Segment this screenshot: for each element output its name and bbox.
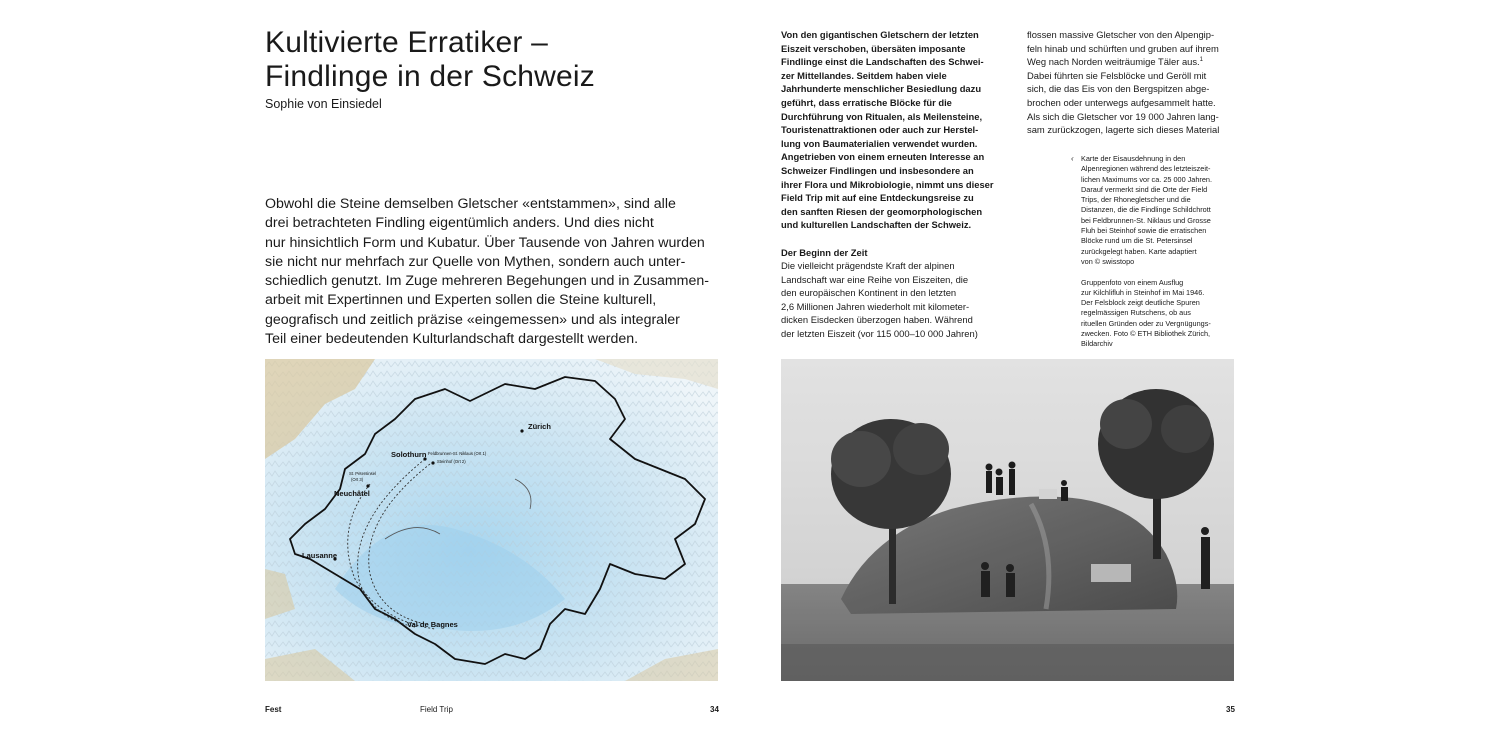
intro-line: zer Mittellandes. Seitdem haben viele: [781, 69, 947, 81]
text-column-1: [781, 28, 1001, 341]
caption-line: Gruppenfoto von einem Ausflug: [1081, 277, 1184, 287]
place-dot: [431, 461, 434, 464]
body-line: sam zurückzogen, lagerte sich dieses Material: [1027, 124, 1220, 136]
caption-line: Fluh bei Steinhof sowie die erratischen: [1081, 226, 1207, 236]
body-line: der letzten Eiszeit (vor 115 000–10 000 Jahren): [781, 328, 978, 340]
map-caption: [1081, 154, 1236, 267]
lead-line: arbeit mit Expertinnen und Experten sollen die Steine kulturell,: [265, 292, 657, 309]
map-label-neuchatel: Neuchâtel: [334, 489, 370, 498]
map-label-ort-3: (Ort 3): [351, 477, 364, 482]
map-label-val-de-bagnes: Val de Bagnes: [407, 620, 458, 629]
intro-line: lung von Baumaterialien verwendet wurden.: [781, 137, 978, 149]
photo-graphic: [781, 359, 1234, 681]
caption-line: zur Kilchlifluh in Steinhof im Mai 1946.: [1081, 287, 1205, 297]
map-label-feldbrunnen: Feldbrunnen-St. Niklaus (Ort 1): [428, 451, 487, 456]
caption-arrow-icon: ‹: [1071, 154, 1074, 163]
lead-line: Obwohl die Steine demselben Gletscher «entstammen», sind alle: [265, 196, 676, 212]
body-line: sich, die das Eis von den Bergspitzen abge-: [1027, 83, 1210, 95]
intro-line: Von den gigantischen Gletschern der letzten: [781, 29, 979, 40]
image-captions: [1071, 154, 1236, 350]
footnote-mark[interactable]: 1: [1199, 57, 1204, 64]
intro-line: Angetrieben von einem erneuten Interesse an: [781, 151, 985, 163]
lead-line: geografisch und zeitlich präzise «eingemessen» und als integraler: [265, 311, 680, 328]
intro-line: Durchführung von Ritualen, als Meilensteine,: [781, 110, 983, 122]
body-line-with-footnote: [1027, 55, 1242, 69]
caption-line: Der Felsblock zeigt deutliche Spuren: [1081, 298, 1200, 308]
body-line: 2,6 Millionen Jahren wiederholt mit kilometer-: [781, 300, 970, 312]
caption-line: rituellen Gründen oder zu Vergnügungs-: [1081, 318, 1211, 328]
caption-line: Karte der Eisausdehnung in den: [1081, 154, 1186, 163]
body-line: Landschaft war eine Reihe von Eiszeiten, die: [781, 273, 969, 285]
map-label-steinhof: Steinhof (Ort 2): [437, 459, 466, 464]
map-label-zurich: Zürich: [528, 422, 551, 431]
place-dot: [366, 484, 369, 487]
intro-line: Field Trip mit auf eine Entdeckungsreise zu: [781, 192, 974, 204]
intro-line: ihrer Flora und Mikrobiologie, nimmt uns dieser: [781, 178, 994, 190]
article-title: [265, 26, 725, 94]
title-line-2: Findlinge in der Schweiz: [265, 60, 595, 93]
map-label-lausanne: Lausanne: [302, 551, 338, 560]
body-line: feln hinab und schürften und gruben auf ihrem: [1027, 42, 1219, 54]
footer-magazine: Fest: [265, 705, 282, 714]
body-line: flossen massive Gletscher von den Alpengip-: [1027, 29, 1215, 40]
place-dot: [520, 429, 523, 432]
intro-line: geführt, dass erratische Blöcke für die: [781, 96, 952, 108]
intro-line: den sanften Riesen der geomorphologischen: [781, 205, 983, 217]
section-heading: Der Beginn der Zeit: [781, 246, 868, 258]
footer-section: Field Trip: [420, 705, 453, 714]
intro-line: Findlinge einst die Landschaften des Schwei-: [781, 56, 984, 68]
caption-line: Trips, der Rhonegletscher und die: [1081, 195, 1191, 205]
map-label-st-petersinsel: St. Petersinsel: [349, 471, 376, 476]
caption-line: Alpenregionen während des letzteiszeit-: [1081, 164, 1211, 174]
caption-line: Distanzen, die die Findlinge Schildchrott: [1081, 205, 1211, 215]
body-line: Als sich die Gletscher vor 19 000 Jahren lang-: [1027, 110, 1219, 122]
body-line: Die vielleicht prägendste Kraft der alpinen: [781, 260, 955, 272]
intro-line: Jahrhunderte menschlicher Besiedlung dazu: [781, 83, 982, 95]
page-number-left: 34: [710, 705, 719, 714]
caption-line: Blöcke rund um die St. Petersinsel: [1081, 236, 1193, 246]
photo-caption: [1081, 278, 1236, 350]
intro-line: Schweizer Findlingen und insbesondere an: [781, 164, 974, 176]
intro-line: und kulturellen Landschaften der Schweiz.: [781, 219, 972, 231]
map-label-solothurn: Solothurn: [391, 450, 427, 459]
lead-paragraph: [265, 195, 725, 349]
title-line-1: Kultivierte Erratiker –: [265, 26, 549, 59]
map-graphic: [265, 359, 718, 681]
intro-paragraph: [781, 28, 1001, 232]
body-line: den europäischen Kontinent in den letzten: [781, 287, 957, 299]
ice-extent-map: [265, 359, 718, 681]
caption-line: Darauf vermerkt sind die Orte der Field: [1081, 184, 1208, 194]
body-line: brochen oder unterwegs aufgesammelt hatte.: [1027, 96, 1216, 108]
caption-line: von © swisstopo: [1081, 256, 1135, 266]
caption-line: regelmässigen Rutschens, ob aus: [1081, 308, 1191, 318]
caption-line: Bildarchiv: [1081, 339, 1113, 349]
lead-line: sie nicht nur mehrfach zur Quelle von Mythen, sondern auch unter-: [265, 253, 686, 270]
intro-line: Eiszeit verschoben, übersäten imposante: [781, 42, 966, 54]
caption-line: zurückgelegt haben. Karte adaptiert: [1081, 246, 1197, 256]
lead-line: nur hinsichtlich Form und Kubatur. Über Tausende von Jahren wurden: [265, 234, 705, 251]
body-line: dicken Eisdecken überzogen haben. Während: [781, 314, 973, 326]
caption-line: lichen Maximums vor ca. 25 000 Jahren.: [1081, 174, 1212, 184]
caption-line: zwecken. Foto © ETH Bibliothek Zürich,: [1081, 329, 1211, 339]
body-line: Weg nach Norden weiträumige Täler aus.: [1027, 56, 1200, 68]
lead-line: schiedlich genutzt. Im Zuge mehreren Begehungen und in Zusammen-: [265, 273, 710, 290]
lead-line: Teil einer bedeutenden Kulturlandschaft dargestellt werden.: [265, 331, 639, 348]
lead-line: drei betrachteten Findling eigentümlich anders. Und dies nicht: [265, 215, 654, 232]
caption-line: bei Feldbrunnen-St. Niklaus und Grosse: [1081, 215, 1211, 225]
page-number-right: 35: [1226, 705, 1235, 714]
group-photo: [781, 359, 1234, 681]
body-line: Dabei führten sie Felsblöcke und Geröll mit: [1027, 69, 1207, 81]
author-name: Sophie von Einsiedel: [265, 97, 382, 111]
text-column-2: [1027, 28, 1242, 137]
intro-line: Touristenattraktionen oder auch zur Herstel-: [781, 124, 979, 136]
